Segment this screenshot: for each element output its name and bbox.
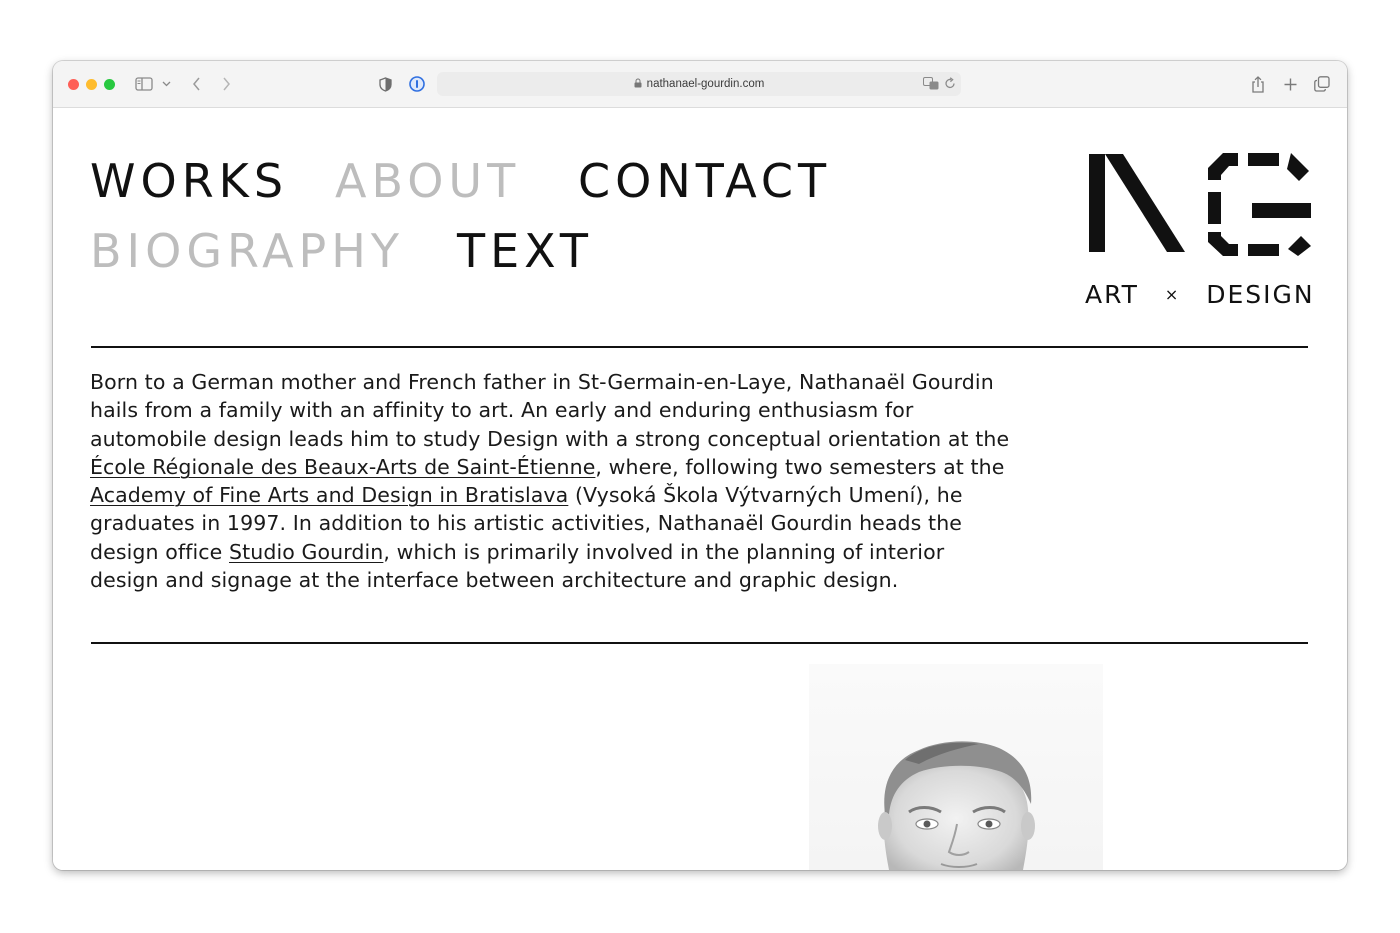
share-icon[interactable] [1248, 73, 1268, 95]
bio-sentence-3: (Vysoká Škola Výtvarných Umení), he graduates in 1997. In addition to his artistic activities, Nathanaël Gourdin heads the design office [90, 483, 963, 564]
tagline-design: DESIGN [1206, 280, 1315, 309]
privacy-shield-icon[interactable] [376, 73, 394, 95]
sidebar-toggle-icon[interactable] [133, 73, 155, 95]
nav-contact[interactable]: CONTACT [578, 154, 832, 208]
site-logo[interactable] [1083, 152, 1315, 312]
bio-sentence-1: Born to a German mother and French father in St-Germain-en-Laye, Nathanaël Gourdin hails from a family with an affinity to art. An early and enduring enthusiasm for automobile design leads him to study Design with a strong conceptual orientation at the [90, 370, 1010, 451]
browser-window [53, 61, 1347, 870]
bio-sentence-4: , which is primarily involved in the planning of interior design and signage at the interface between architecture and graphic design. [90, 539, 945, 593]
address-bar[interactable] [437, 72, 961, 96]
logo-tagline [1085, 280, 1315, 309]
biography-text [90, 368, 1010, 594]
back-arrow-icon[interactable] [187, 73, 205, 95]
reload-icon[interactable] [944, 77, 956, 95]
translate-icon[interactable] [923, 77, 939, 95]
nav-about[interactable]: ABOUT [335, 154, 521, 208]
bio-sentence-2: , where, following two semesters at the [595, 454, 1005, 479]
minimize-window-button[interactable] [86, 79, 97, 90]
close-window-button[interactable] [68, 79, 79, 90]
url-text: nathanael-gourdin.com [646, 78, 765, 90]
password-manager-icon[interactable] [407, 73, 427, 95]
link-studio-gourdin[interactable]: Studio Gourdin [229, 539, 384, 564]
zoom-window-button[interactable] [104, 79, 115, 90]
tagline-separator: × [1164, 285, 1181, 304]
divider-top [91, 346, 1308, 348]
page-content [53, 108, 1347, 870]
chevron-down-icon[interactable] [159, 73, 173, 95]
browser-toolbar [53, 61, 1347, 108]
tab-overview-icon[interactable] [1312, 73, 1332, 95]
lock-icon [634, 75, 642, 93]
tagline-art: ART [1085, 280, 1139, 309]
link-academy-bratislava[interactable]: Academy of Fine Arts and Design in Bratislava [90, 483, 569, 508]
divider-bottom [91, 642, 1308, 644]
nav-biography[interactable]: BIOGRAPHY [90, 224, 404, 278]
ng-monogram [1083, 152, 1315, 257]
new-tab-icon[interactable] [1280, 73, 1300, 95]
nav-text[interactable]: TEXT [457, 224, 593, 278]
link-ecole-beaux-arts[interactable]: École Régionale des Beaux-Arts de Saint-Étienne [90, 454, 596, 479]
forward-arrow-icon[interactable] [217, 73, 235, 95]
nav-works[interactable]: WORKS [90, 154, 289, 208]
portrait-photo [809, 664, 1103, 870]
